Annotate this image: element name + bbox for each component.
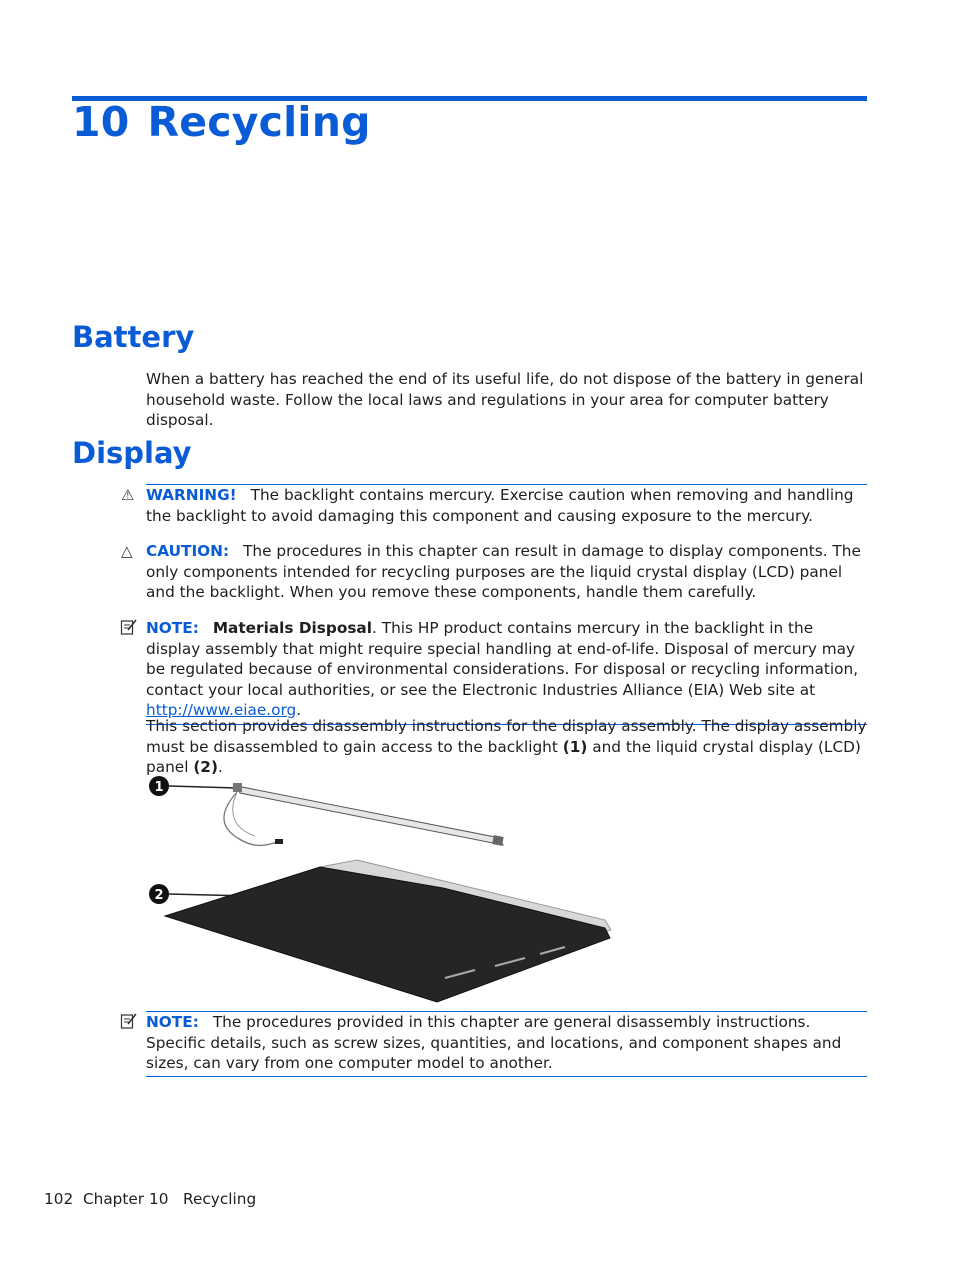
note2-text: The procedures provided in this chapter are general disassembly instructions. Specific details, such as screw sizes, quantities, and locations, and component shapes and sizes, can vary from one computer model to another.	[146, 1013, 842, 1072]
chapter-number: 10	[72, 98, 130, 146]
eia-website-link[interactable]: http://www.eiae.org	[146, 701, 297, 719]
caution-notice	[146, 541, 867, 603]
note2-paragraph	[146, 1012, 867, 1074]
chapter-title-text: Recycling	[147, 98, 371, 146]
warning-notice	[146, 484, 867, 526]
intro-part1: This section provides disassembly instructions for the display assembly. The display assembly must be disassembled to gain access to the backlight	[146, 717, 867, 756]
footer-title: Recycling	[183, 1190, 257, 1208]
intro-callout1: (1)	[562, 737, 588, 756]
caution-text: The procedures in this chapter can result in damage to display components. The only components intended for recycling purposes are the liquid crystal display (LCD) panel and the backlight. When you remove these components, handle them carefully.	[146, 542, 861, 601]
footer-page-number: 102	[44, 1190, 74, 1208]
lcd-panel	[165, 867, 610, 1002]
backlight-plug	[275, 839, 283, 844]
chapter-title	[72, 98, 371, 146]
note1-end: .	[296, 701, 302, 719]
display-heading: Display	[72, 436, 192, 470]
note1-label: NOTE:	[146, 619, 199, 637]
note1-bold: Materials Disposal	[212, 619, 373, 637]
display-intro-text	[146, 716, 868, 778]
note-materials-disposal	[146, 618, 867, 725]
backlight-tube	[237, 786, 503, 845]
backlight-cable-2	[233, 792, 255, 836]
intro-part2: and the liquid crystal display (LCD) panel	[146, 737, 861, 776]
warning-text: The backlight contains mercury. Exercise caution when removing and handling the backlight to avoid damaging this component and causing exposure to the mercury.	[146, 486, 854, 525]
note-general-disassembly	[146, 1011, 867, 1077]
warning-triangle-icon: ⚠	[121, 486, 135, 504]
warning-label: WARNING!	[146, 486, 237, 504]
backlight-cable	[224, 792, 277, 846]
note2-label: NOTE:	[146, 1013, 199, 1031]
backlight-connector	[233, 783, 242, 792]
backlight-end-cap	[492, 835, 504, 846]
display-components-illustration	[145, 770, 615, 1010]
warning-paragraph	[146, 485, 867, 526]
footer-chapter: Chapter 10	[82, 1190, 169, 1208]
note-pencil-icon	[120, 1012, 138, 1035]
caution-label: CAUTION:	[146, 542, 230, 560]
callout-1-label: 1	[154, 780, 164, 795]
caution-paragraph	[146, 541, 867, 603]
note1-paragraph	[146, 618, 867, 721]
note1-text: . This HP product contains mercury in the backlight in the display assembly that might require special handling at end-of-life. Disposal of mercury may be regulated because of environmental considerations. For disposal or recycling information, contact your local authorities, or see the Electronic Industries Alliance (EIA) Web site at	[146, 619, 859, 699]
battery-text: When a battery has reached the end of its useful life, do not dispose of the battery in general household waste. Follow the local laws and regulations in your area for computer battery disposal.	[146, 370, 864, 429]
caution-triangle-icon: △	[121, 542, 133, 560]
callout-2-label: 2	[154, 888, 164, 903]
page-footer	[44, 1190, 256, 1208]
note-pencil-icon	[120, 618, 138, 641]
intro-part3: .	[217, 758, 223, 776]
battery-heading: Battery	[72, 320, 195, 354]
intro-callout2: (2)	[193, 758, 218, 776]
